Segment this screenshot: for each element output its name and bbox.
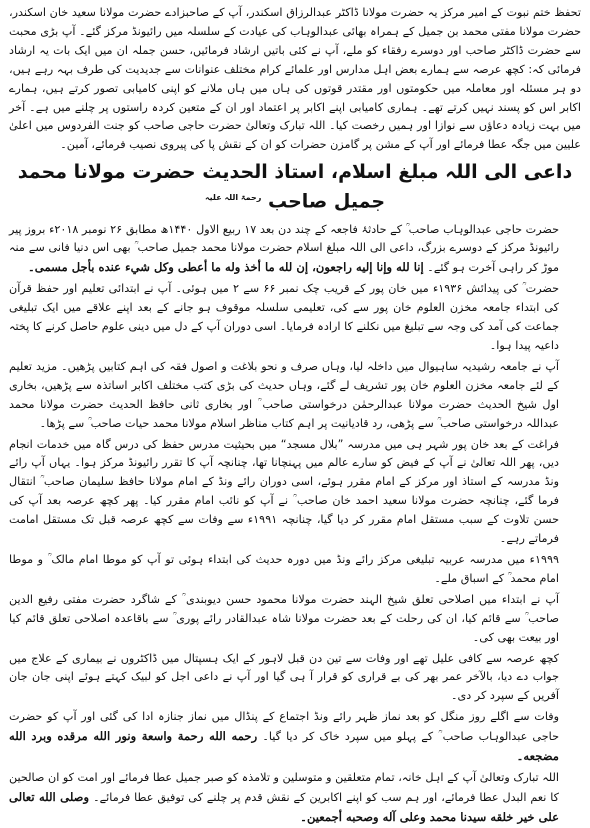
section-heading bbox=[9, 159, 581, 214]
paragraph-death bbox=[9, 221, 581, 279]
heading-text: داعی الی اللہ مبلغ اسلام، استاذ الحدیث حضرت مولانا محمد جمیل صاحب bbox=[17, 161, 573, 213]
intro-paragraph: تحفظ ختم نبوت کے امیر مرکز یہ حضرت مولانا ڈاکٹر عبدالرزاق اسکندر، آپ کے صاحبزادے حضرت مولانا سعید خان اسکندر، حضرت مولانا مفتی محمد بن جمیل کے ہمراہ بھائی عبدالوہاب کی عیادت کے سلسلہ میں رائیونڈ مرکز گئے۔ آپ بڑی محبت سے حضرت ڈاکٹر صاحب اور دوسرے رفقاء کو ملے، آپ نے کئی باتیں ارشاد فرمائیں، حسن جملہ ان میں ایک بات یہ ارشاد فرمائی کہ: کچھ عرصہ سے ہمارے بعض اہل مدارس اور علمائے کرام مختلف عنوانات سے جدیدیت کی طرف بہہ رہے ہیں، دو ہر مسئلہ اور معاملہ میں حکومتوں اور مقتدر قوتوں کی ہاں میں ہاں ملانے کو اپنی کامیابی تصور کرتے ہیں، ہمارے اکابر اس کو پسند نہیں کرتے تھے۔ ہماری کامیابی اپنے اکابر پر اعتماد اور ان کے متعین کردہ راستوں پر چلنے میں ہے۔ آخر میں بہت زیادہ دعاؤں سے نوازا اور ہمیں رخصت کیا۔ اللہ تبارک وتعالیٰ حضرت حاجی صاحب کو جنت الفردوس میں اعلیٰ علیین میں جگہ عطا فرمائے اور آپ کے مشن پر گامزن حضرات کو ان کے نقش پا کی پیروی نصیب فرمائے، آمین۔ bbox=[9, 6, 581, 152]
paragraph-funeral-text: وفات سے اگلے روز منگل کو بعد نماز ظہر رائے ونڈ اجتماع کے پنڈال میں نماز جنازہ ادا کی گئی اور آپ کو حضرت حاجی عبدالوہاب صاحب ؒ کے پہلو میں سپرد خاک کر دیا گیا۔ bbox=[9, 710, 559, 744]
paragraph-illness: کچھ عرصہ سے کافی علیل تھے اور وفات سے تین دن قبل لاہور کے ایک ہسپتال میں ڈاکٹروں نے بیماری کے علاج میں جواب دے دیا، بالآخر عمر بھر کی بے قراری کو قرار آ ہی گیا اور آپ نے داعی اجل کو لبیک کہتے ہوئے اپنی جان جان آفریں کے سپرد کر دی۔ bbox=[9, 651, 559, 703]
arabic-dua: رحمه الله رحمة واسعة ونور الله مرقده وبرد الله مضجعه۔ bbox=[9, 729, 559, 764]
paragraph-teaching: فراغت کے بعد خان پور شہر ہی میں مدرسہ ”بلال مسجد“ میں بحیثیت مدرس حفظ کی درس گاہ میں خدمات انجام دیں، پھر اللہ تعالیٰ نے آپ کے فیض کو سارے عالم میں پہنچانا تھا، چنانچہ آپ کا تقرر رائیونڈ مرکز ہوا۔ یہاں آپ رائے ونڈ مدرسہ کے استاذ اور مرکز کے امام مقرر ہوئے، اسی دوران رائے ونڈ کے امام مولانا حافظ سلیمان صاحب ؒ انتقال فرما گئے، چنانچہ حضرت مولانا سعید احمد خان صاحب ؒ نے آپ کو نائب امام مقرر کیا۔ پھر کچھ عرصہ بعد آپ کی حسن تلاوت کے سبب مستقل امام مقرر کر دیا گیا، چنانچہ ۱۹۹۱ء سے وفات سے کچھ عرصہ قبل تک مستقل امامت فرماتے رہے۔ bbox=[9, 437, 559, 546]
paragraph-closing-text: اللہ تبارک وتعالیٰ آپ کے اہل خانہ، تمام متعلقین و متوسلین و تلامذہ کو صبر جمیل عطا فرمائے اور امت کو ان صالحین کا نعم البدل عطا فرمائے، اور ہم سب کو اپنے اکابرین کے نقش قدم پر چلنے کی توفیق عطا فرمائے۔ bbox=[9, 770, 559, 804]
paragraph-birth: حضرت ؒ کی پیدائش ۱۹۳۶ء میں خان پور کے قریب چک نمبر ۶۶ سے ۲ میں ہوئی۔ آپ نے ابتدائی تعلیم اور حفظ قرآن کی ابتداء جامعہ مخزن العلوم خان پور سے کی، تعلیمی سلسلہ موقوف ہو جانے کے بعد اپنے علاقے میں ایک تبلیغی جماعت کی آمد کی وجہ سے تبلیغ میں نکلنے کا ارادہ فرمایا۔ اسی دوران آپ کے دل میں دینی علوم حاصل کرنے کا پختہ داعیہ پیدا ہوا۔ bbox=[9, 282, 559, 353]
paragraph-1999: ۱۹۹۹ء میں مدرسہ عربیہ تبلیغی مرکز رائے ونڈ میں دورہ حدیث کی ابتداء ہوئی تو آپ کو موطا امام مالک ؒ و موطا امام محمد ؒ کے اسباق ملے۔ bbox=[9, 552, 559, 585]
paragraph-islahi: آپ نے ابتداء میں اصلاحی تعلق شیخ الہند حضرت مولانا محمود حسن دیوبندی ؒ کے شاگرد حضرت مفتی رفیع الدین صاحب ؒ سے قائم کیا، ان کی رحلت کے بعد حضرت مولانا شاہ عبدالقادر رائے پوری ؒ سے باقاعدہ اصلاحی تعلق قائم کیا اور بیعت بھی کی۔ bbox=[9, 592, 559, 644]
quran-verse: إنا لله وإنا إليه راجعون، إن لله ما أخذ وله ما أعطى وكل شيء عنده بأجل مسمى۔ bbox=[28, 260, 424, 275]
paragraph-education: آپ نے جامعہ رشیدیہ ساہیوال میں داخلہ لیا، وہاں صرف و نحو بلاغت و اصول فقہ کی اہم کتابیں پڑھیں۔ مزید تعلیم کے لئے جامعہ مخزن العلوم خان پور تشریف لے گئے، وہاں حدیث کی بڑی کتب مختلف اکابر اساتذہ سے پڑھیں، بخاری اول شیخ الحدیث حضرت مولانا عبدالرحمٰن درخواستی صاحب ؒ اور بخاری ثانی حافظ الحدیث حضرت مولانا محمد عبداللہ درخواستی صاحب ؒ سے پڑھی، رد قادیانیت پر اہم کتاب مناظر اسلام مولانا محمد حیات صاحب ؒ سے پڑھا۔ bbox=[9, 359, 559, 430]
heading-honorific: رحمۃ اللہ علیہ bbox=[204, 193, 262, 203]
paragraph-death-text: حضرت حاجی عبدالوہاب صاحب ؒ کے حادثۂ فاجعہ کے چند دن بعد ۱۷ ربیع الاول ۱۴۴۰ھ مطابق ۲۶ نومبر ۲۰۱۸ء بروز پیر رائیونڈ مرکز کے دوسرے بزرگ، داعی الی اللہ مبلغ اسلام حضرت مولانا محمد جمیل صاحب ؒ بھی اس دنیا فانی سے منہ موڑ کر راہی آخرت ہو گئے۔ bbox=[9, 222, 559, 275]
arabic-salawat: وصلى الله تعالى على خير خلقه سيدنا محمد وعلى آله وصحبه أجمعين۔ bbox=[9, 789, 559, 824]
paragraph-closing bbox=[9, 769, 581, 828]
paragraph-funeral bbox=[9, 708, 581, 767]
